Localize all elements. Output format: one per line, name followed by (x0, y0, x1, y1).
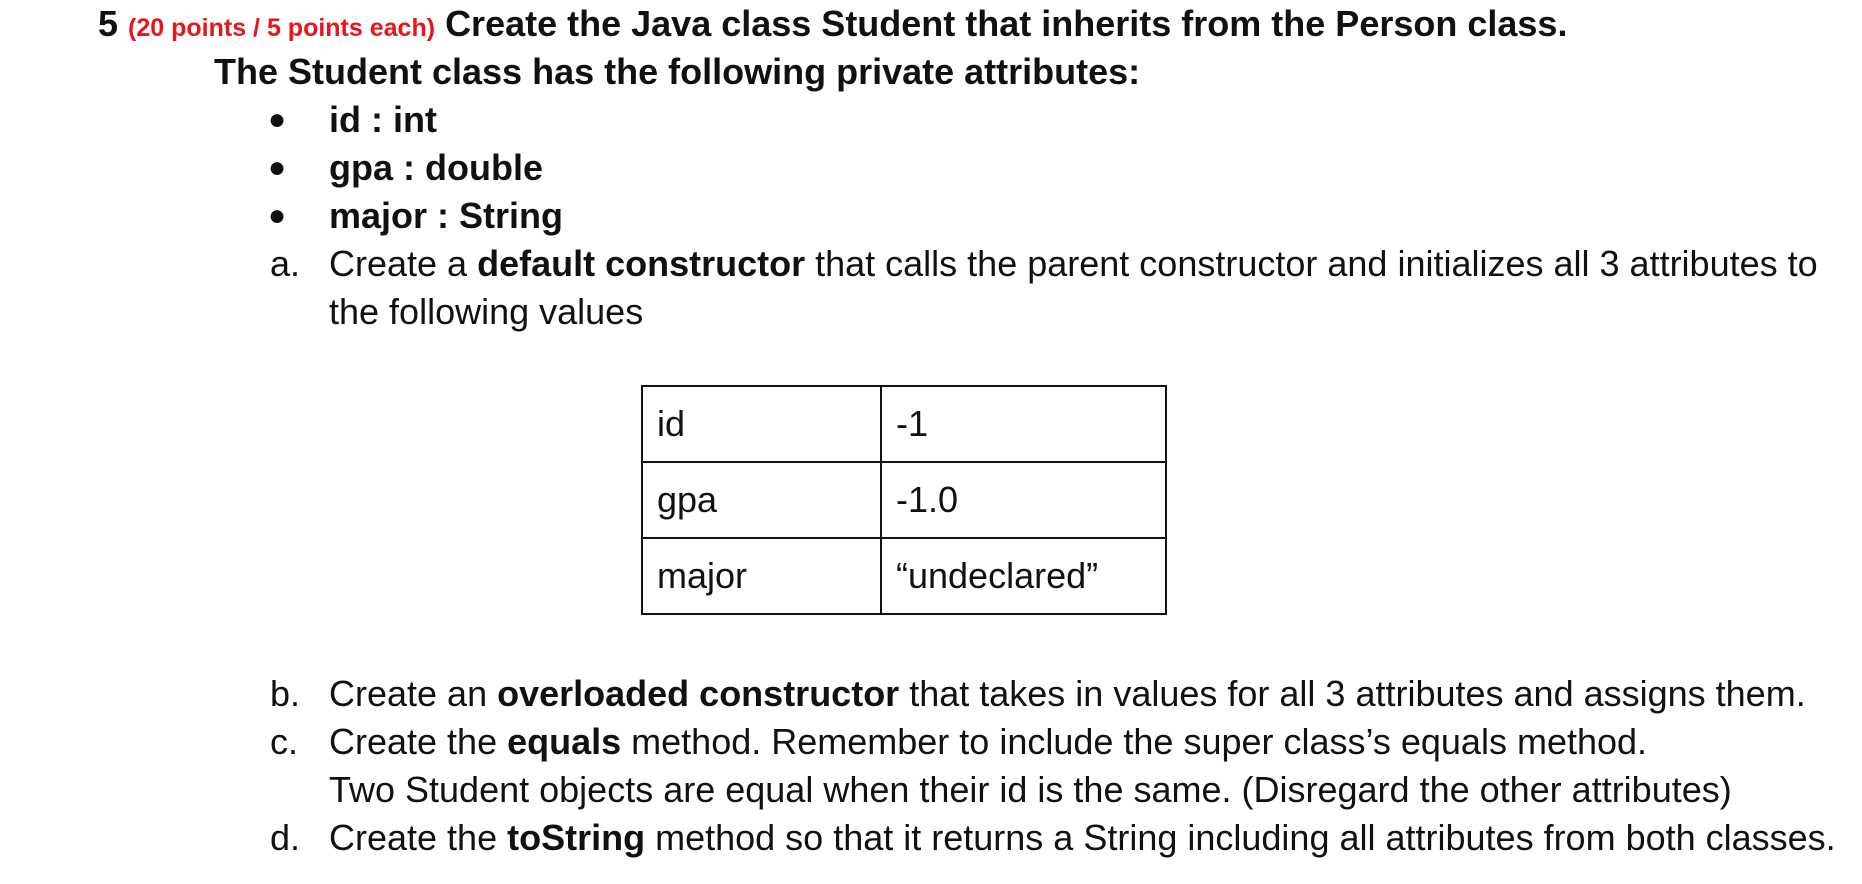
part-d-bold: toString (507, 817, 646, 858)
table-row (642, 462, 1166, 538)
part-c-text (329, 720, 1647, 764)
part-a-text (329, 242, 1818, 286)
part-a-post: that calls the parent constructor and initializes all 3 attributes to (805, 243, 1818, 284)
table-cell-key: gpa (642, 462, 881, 538)
bullet-icon: ● (268, 103, 287, 136)
table-row (642, 386, 1166, 462)
part-c-line2: Two Student objects are equal when their id is the same. (Disregard the other attributes) (329, 769, 1732, 810)
part-b-text (329, 672, 1806, 716)
part-a-pre: Create a (329, 243, 478, 284)
table-cell-value: -1.0 (881, 462, 1166, 538)
part-b-pre: Create an (329, 673, 498, 714)
part-c-marker: c. (270, 721, 299, 762)
question-subtitle: The Student class has the following private attributes: (214, 51, 1141, 92)
question-title: Create the Java class Student that inherits from the Person class. (445, 3, 1568, 44)
points-label: (20 points / 5 points each) (128, 14, 436, 42)
question-number: 5 (98, 3, 119, 44)
bullet-icon: ● (268, 151, 287, 184)
part-a-bold: default constructor (477, 243, 806, 284)
part-b-marker: b. (270, 673, 301, 714)
part-a-marker: a. (270, 243, 301, 284)
table-cell-value: -1 (881, 386, 1166, 462)
part-b-bold: overloaded constructor (497, 673, 900, 714)
part-c-bold: equals (507, 721, 622, 762)
default-values-table (641, 385, 1167, 615)
table-row (642, 538, 1166, 614)
part-d-pre: Create the (329, 817, 508, 858)
table-cell-key: id (642, 386, 881, 462)
part-c-pre: Create the (329, 721, 508, 762)
part-b-post: that takes in values for all 3 attributes and assigns them. (899, 673, 1806, 714)
part-d-text (329, 816, 1836, 860)
part-d-marker: d. (270, 817, 301, 858)
attribute-item-gpa: gpa : double (329, 147, 543, 188)
table-cell-key: major (642, 538, 881, 614)
part-a-line2: the following values (329, 291, 644, 332)
attribute-item-id: id : int (329, 99, 437, 140)
table-cell-value: “undeclared” (881, 538, 1166, 614)
bullet-icon: ● (268, 199, 287, 232)
question-heading (98, 2, 1567, 50)
attribute-item-major: major : String (329, 195, 564, 236)
part-d-post: method so that it returns a String including all attributes from both classes. (645, 817, 1836, 858)
part-c-post: method. Remember to include the super class’s equals method. (621, 721, 1648, 762)
